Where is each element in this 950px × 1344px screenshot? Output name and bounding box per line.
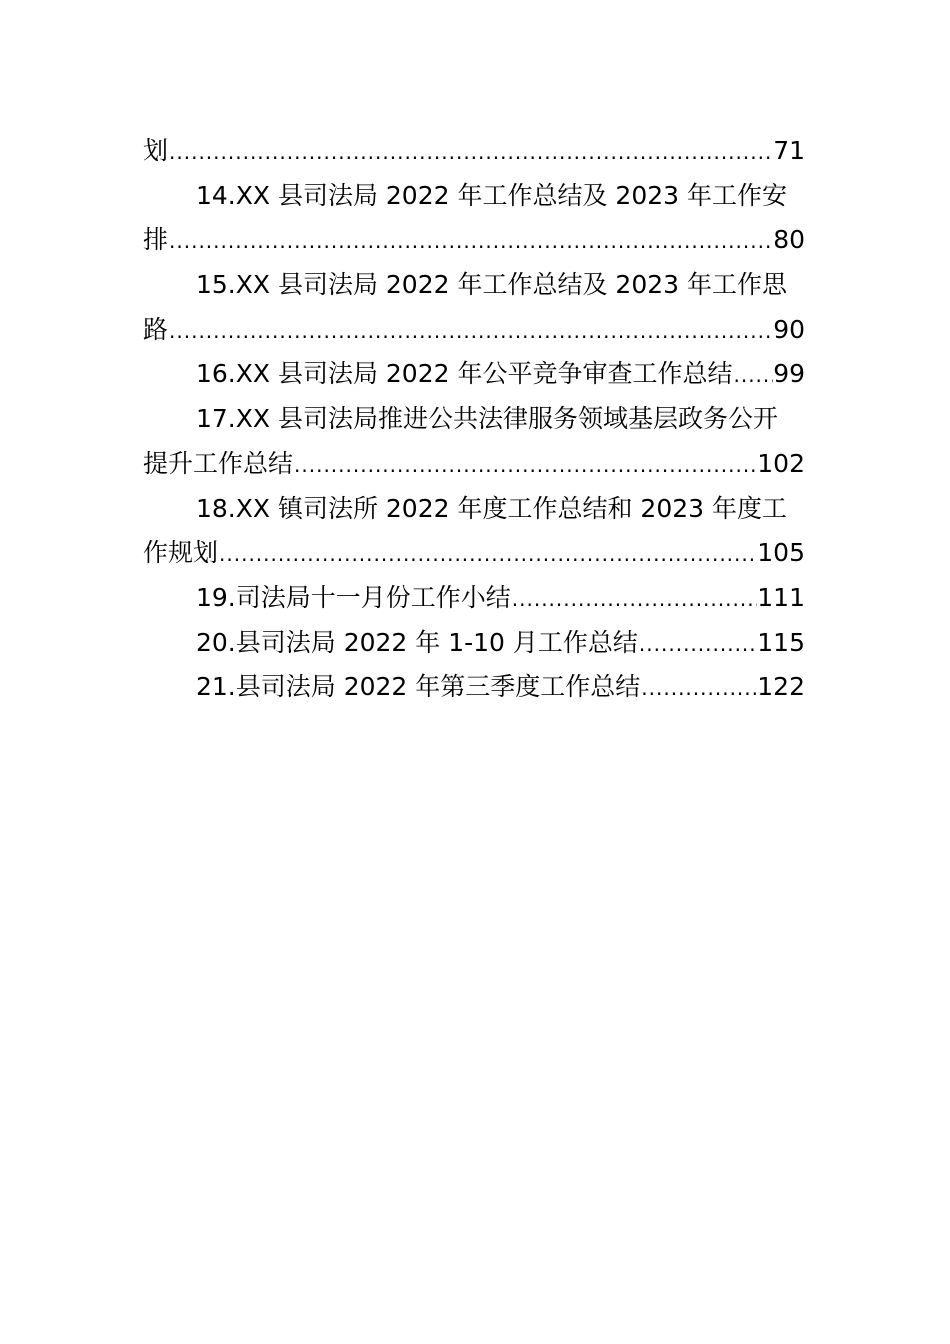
- toc-entry: [143, 397, 805, 442]
- dot-leader: [640, 666, 757, 710]
- toc-entry-title: 15.XX 县司法局 2022 年工作总结及 2023 年工作思: [196, 270, 787, 300]
- toc-entry-page: 99: [773, 359, 805, 389]
- toc-entry-page: 115: [757, 627, 805, 657]
- table-of-contents: [143, 129, 805, 710]
- toc-entry-title: 排: [143, 225, 169, 255]
- toc-entry: [143, 218, 805, 263]
- dot-leader: [732, 353, 773, 397]
- toc-entry-page: 122: [757, 672, 805, 702]
- dot-leader: [293, 443, 757, 487]
- toc-entry-title: 18.XX 镇司法所 2022 年度工作总结和 2023 年度工: [196, 493, 787, 523]
- toc-entry-page: 80: [773, 225, 805, 255]
- toc-entry: [143, 129, 805, 174]
- toc-entry: [143, 352, 805, 397]
- toc-entry: [143, 487, 805, 532]
- toc-entry: [143, 174, 805, 219]
- toc-entry-page: 71: [773, 136, 805, 165]
- toc-entry-page: 105: [757, 538, 805, 568]
- toc-entry-page: 90: [773, 314, 805, 344]
- dot-leader: [168, 219, 773, 263]
- dot-leader: [218, 532, 757, 576]
- toc-entry: [143, 621, 805, 666]
- toc-entry: [143, 442, 805, 487]
- toc-entry-page: 111: [757, 582, 805, 612]
- toc-entry-title: 20.县司法局 2022 年 1-10 月工作总结: [196, 627, 638, 657]
- toc-entry: [143, 576, 805, 621]
- dot-leader: [511, 577, 758, 621]
- toc-entry-page: 102: [757, 448, 805, 478]
- toc-entry: [143, 665, 805, 710]
- toc-entry-title: 作规划: [143, 538, 219, 568]
- toc-entry: [143, 263, 805, 308]
- toc-entry-title: 划: [143, 136, 169, 165]
- toc-entry-title: 路: [143, 314, 169, 344]
- toc-entry-title: 14.XX 县司法局 2022 年工作总结及 2023 年工作安: [196, 180, 787, 210]
- toc-entry-title: 21.县司法局 2022 年第三季度工作总结: [196, 672, 641, 702]
- dot-leader: [638, 622, 757, 666]
- dot-leader: [168, 309, 773, 353]
- toc-entry: [143, 308, 805, 353]
- toc-entry-title: 19.司法局十一月份工作小结: [196, 582, 511, 612]
- toc-entry-title: 17.XX 县司法局推进公共法律服务领域基层政务公开: [196, 404, 778, 434]
- toc-entry: [143, 531, 805, 576]
- toc-entry-title: 16.XX 县司法局 2022 年公平竞争审查工作总结: [196, 359, 733, 389]
- toc-entry-title: 提升工作总结: [143, 448, 294, 478]
- dot-leader: [168, 130, 773, 174]
